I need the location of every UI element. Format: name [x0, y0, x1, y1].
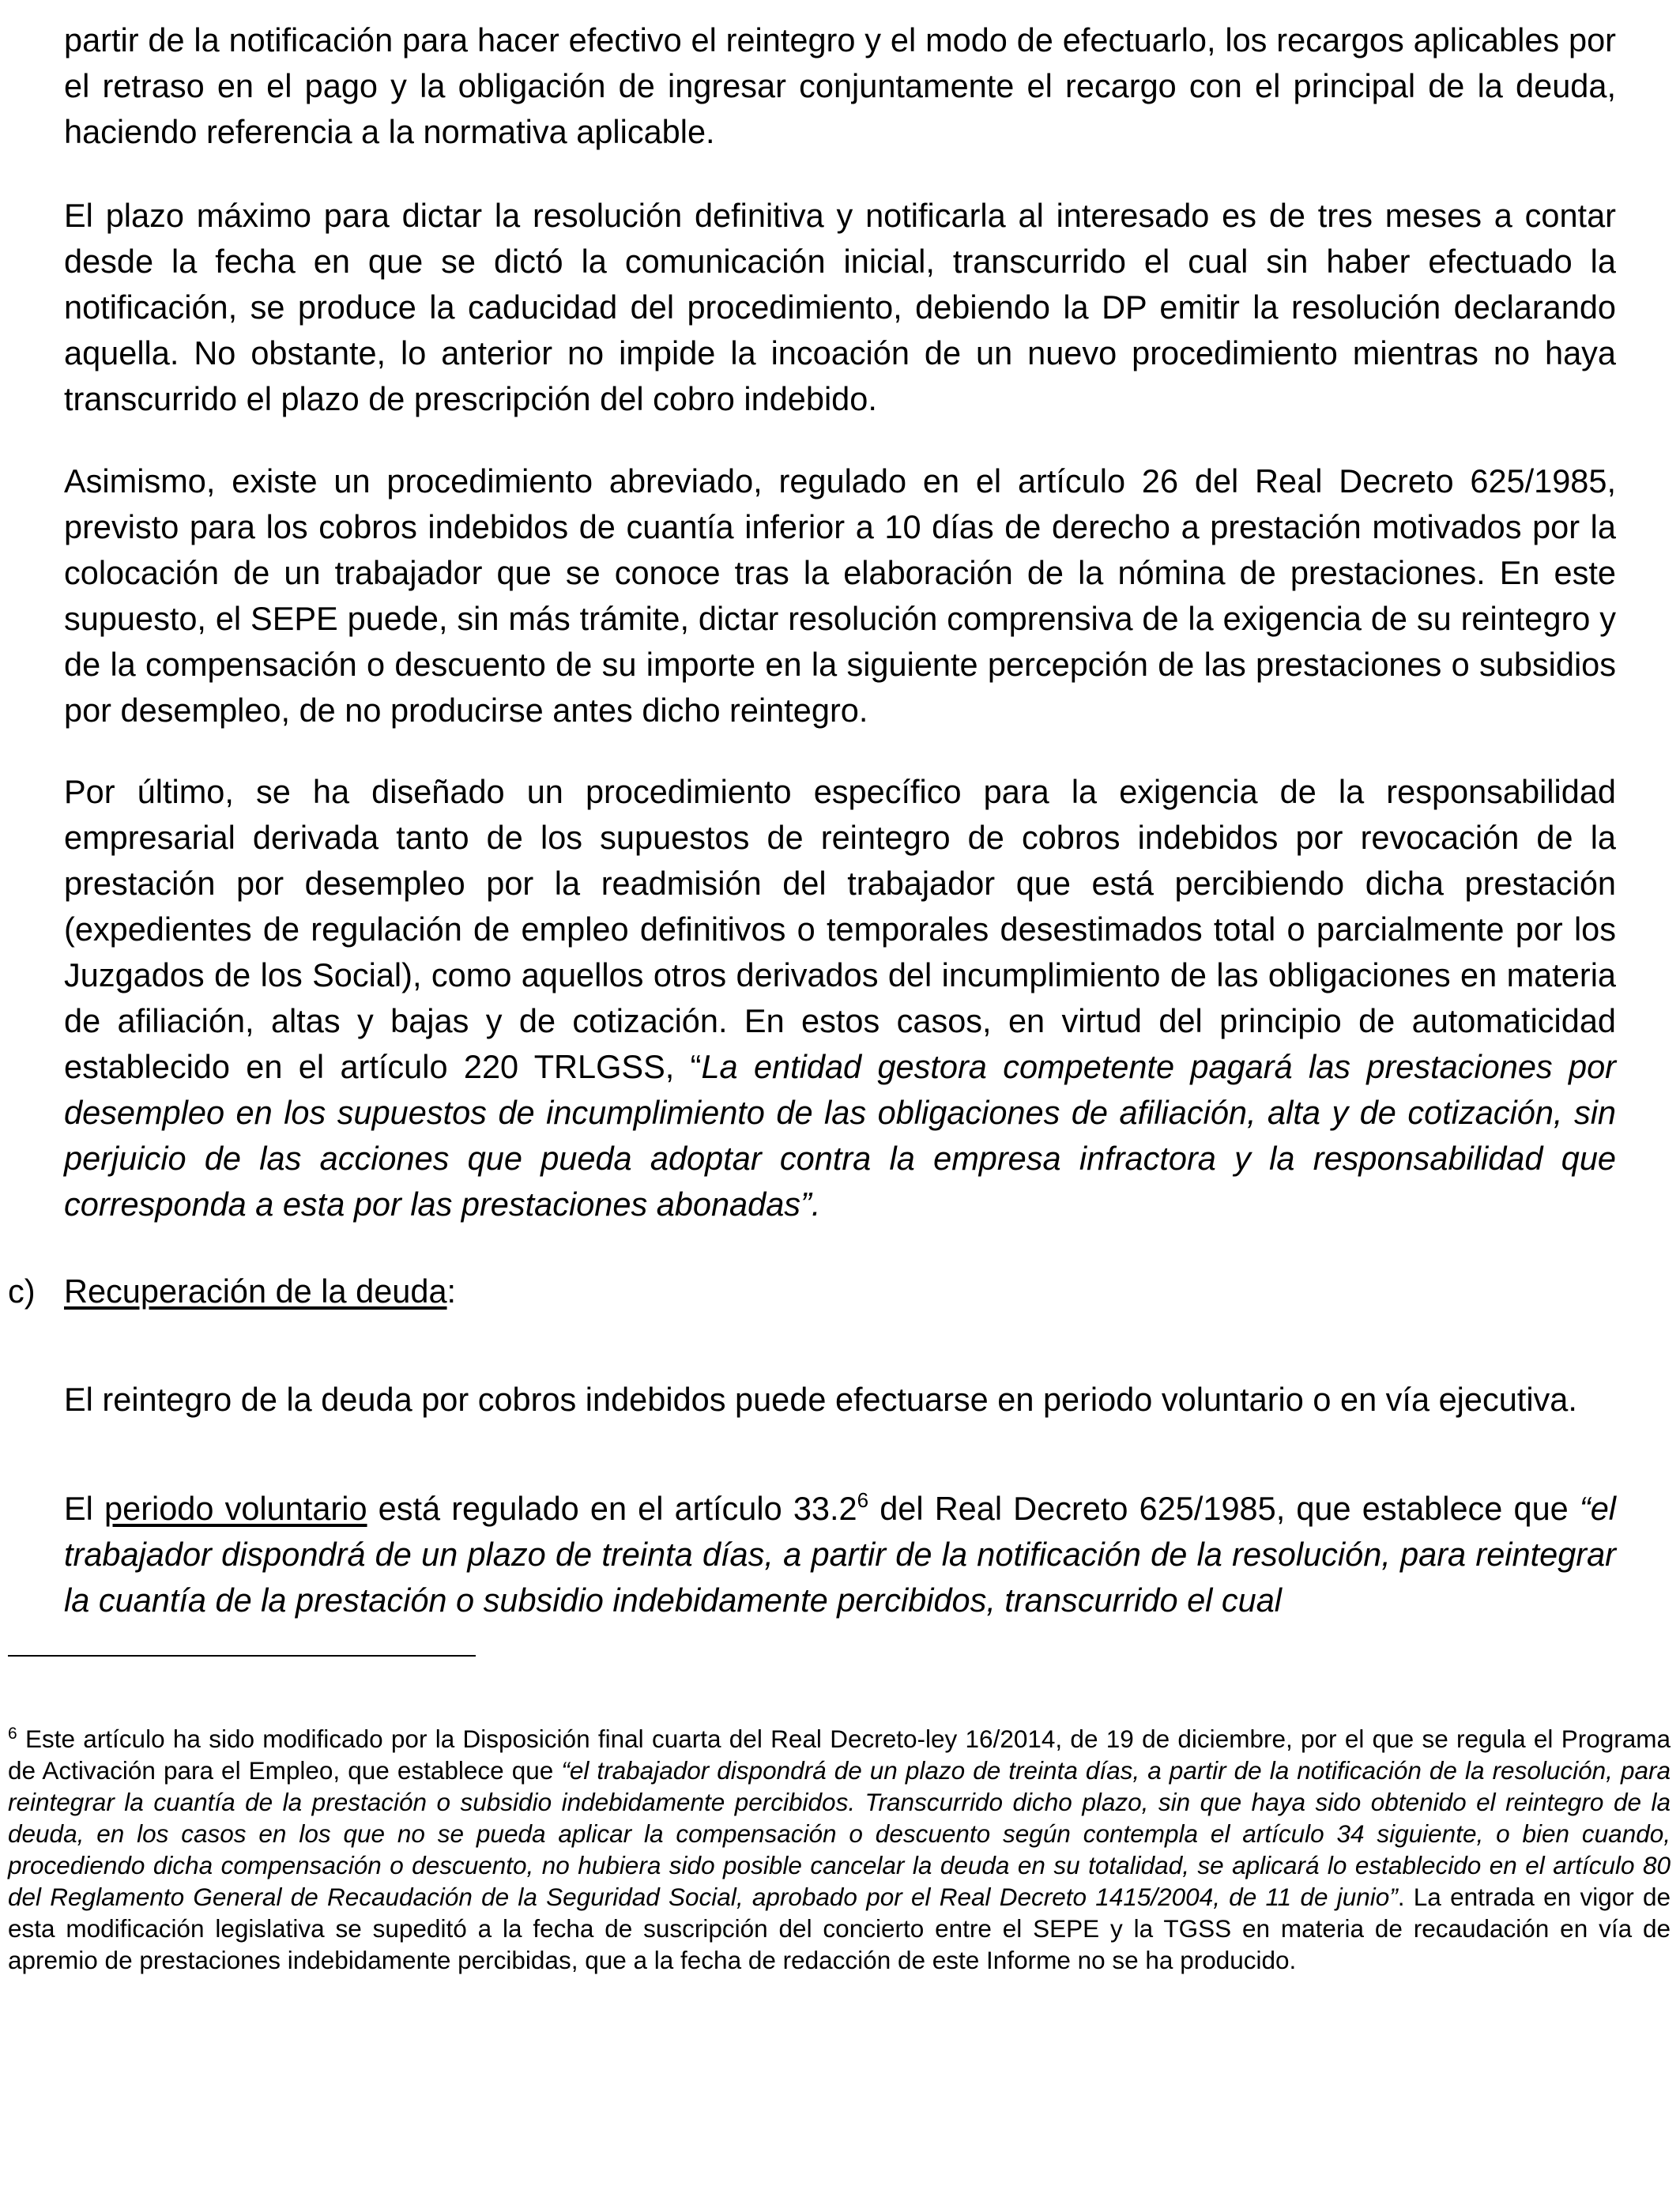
footnote-separator — [8, 1655, 476, 1657]
paragraph-debt-recovery: El reintegro de la deuda por cobros indebidos puede efectuarse en periodo voluntario o en vía ejecutiva. — [64, 1381, 1577, 1418]
footnote-text: . La entrada en vigor de esta modificación legislativa se supeditó a la fecha de suscripción del concierto entre el SEPE y la TGSS en materia de recaudación en vía de apremio de prestaciones indebidamente percibidas, que a la fecha de redacción de este Informe no se ha producido. — [8, 1883, 1671, 1974]
section-title: Recuperación de la deuda — [64, 1272, 447, 1310]
section-title-suffix: : — [446, 1272, 457, 1310]
section-heading-c — [8, 1269, 798, 1314]
footnote-text: Este artículo ha sido modificado por la Disposición final cuarta del Real Decreto-ley 16/2014, de 19 de diciembre, por el que se regula el Programa de Activación para el Empleo, que establece que — [8, 1725, 1671, 1785]
legal-quote: “el trabajador dispondrá de un plazo de treinta días, a partir de la notificación de la resolución, para reintegrar la cuantía de la prestación o subsidio indebidamente percibidos, transcurrido el cual — [64, 1490, 1616, 1619]
footnote-6 — [8, 1723, 1671, 1976]
footnote-quote: “el trabajador dispondrá de un plazo de treinta días, a partir de la notificación de la resolución, para reintegrar la cuantía de la prestación o subsidio indebidamente percibidos. Transcurrido dicho plazo, sin que haya sido obtenido el reintegro de la deuda, en los casos en los que no se pueda aplicar la compensación o descuento según contempla el artículo 34 siguiente, o bien cuando, procediendo dicha compensación o descuento, no hubiera sido posible cancelar la deuda en su totalidad, se aplicará lo establecido en el artículo 80 del Reglamento General de Recaudación de la Seguridad Social, aprobado por el Real Decreto 1415/2004, de 11 de junio” — [8, 1756, 1671, 1911]
paragraph-text: El — [64, 1490, 105, 1527]
section-marker: c) — [8, 1272, 36, 1310]
paragraph-notification: partir de la notificación para hacer efectivo el reintegro y el modo de efectuarlo, los recargos aplicables por el retraso en el pago y la obligación de ingresar conjuntamente el recargo con el principal de la deuda, haciendo referencia a la normativa aplicable. — [64, 21, 1616, 150]
paragraph-employer-responsibility — [64, 769, 1616, 1227]
paragraph-voluntary-period — [64, 1486, 1616, 1623]
paragraph-text: del Real Decreto 625/1985, que establece que — [868, 1490, 1580, 1527]
paragraph-text: Por último, se ha diseñado un procedimiento específico para la exigencia de la responsabilidad empresarial derivada tanto de los supuestos de reintegro de cobros indebidos por revocación de la prestación por desempleo por la readmisión del trabajador que está percibiendo dicha prestación (expedientes de regulación de empleo definitivos o temporales desestimados total o parcialmente por los Juzgados de los Social), como aquellos otros derivados del incumplimiento de las obligaciones en materia de afiliación, altas y bajas y de cotización. En estos casos, en virtud del principio de automaticidad establecido en el artículo 220 TRLGSS, “ — [64, 773, 1616, 1085]
legal-quote: La entidad gestora competente pagará las prestaciones por desempleo en los supuestos de incumplimiento de las obligaciones de afiliación, alta y de cotización, sin perjuicio de las acciones que pueda adoptar contra la empresa infractora y la responsabilidad que corresponda a esta por las prestaciones abonadas”. — [64, 1048, 1616, 1223]
underlined-term: periodo voluntario — [104, 1490, 367, 1527]
paragraph-text: está regulado en el artículo 33.2 — [367, 1490, 857, 1527]
paragraph-deadline: El plazo máximo para dictar la resolución definitiva y notificarla al interesado es de tres meses a contar desde la fecha en que se dictó la comunicación inicial, transcurrido el cual sin haber efectuado la notificación, se produce la caducidad del procedimiento, debiendo la DP emitir la resolución declarando aquella. No obstante, lo anterior no impide la incoación de un nuevo procedimiento mientras no haya transcurrido el plazo de prescripción del cobro indebido. — [64, 197, 1616, 417]
footnote-reference[interactable]: 6 — [857, 1488, 869, 1512]
footnote-number: 6 — [8, 1725, 17, 1743]
paragraph-abbreviated-procedure: Asimismo, existe un procedimiento abreviado, regulado en el artículo 26 del Real Decreto 625/1985, previsto para los cobros indebidos de cuantía inferior a 10 días de derecho a prestación motivados por la colocación de un trabajador que se conoce tras la elaboración de la nómina de prestaciones. En este supuesto, el SEPE puede, sin más trámite, dictar resolución comprensiva de la exigencia de su reintegro y de la compensación o descuento de su importe en la siguiente percepción de las prestaciones o subsidios por desempleo, de no producirse antes dicho reintegro. — [64, 462, 1616, 729]
